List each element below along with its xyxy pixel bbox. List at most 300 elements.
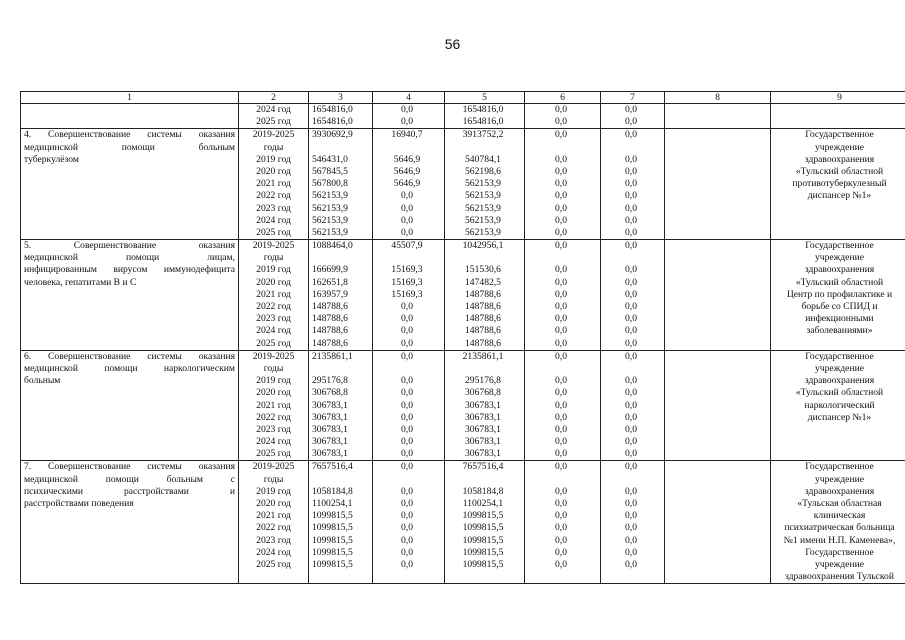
local-value: 0,0 [555,313,567,325]
federal-value: 15169,3 [391,264,423,276]
year-value: 2019-2025 [252,461,295,473]
local-value: 0,0 [555,337,567,349]
activity-name-cell [21,350,239,461]
local-value: 0,0 [555,534,567,546]
year-value: 2020 год [256,387,291,399]
organization-line: Государственное [805,350,874,362]
column-number: 6 [525,92,601,104]
total-value: 1088464,0 [312,240,353,252]
year-value: 2021 год [256,399,291,411]
local-value: 0,0 [555,510,567,522]
total-value: 166699,9 [312,264,348,276]
organization-line: инфекционными [805,313,874,325]
extrabudget-value: 0,0 [625,337,637,349]
federal-value: 5646,9 [393,165,421,177]
organization-line: психиатрическая больница [784,522,895,534]
regional-cell [445,461,525,584]
total-value: 306783,1 [312,436,348,448]
regional-value: 306783,1 [465,411,501,423]
local-cell [525,461,601,584]
organization-line: учреждение [815,473,864,485]
local-value: 0,0 [555,288,567,300]
local-value: 0,0 [555,325,567,337]
extrabudget-value: 0,0 [625,240,637,252]
organization-line: Центр по профилактике и [786,288,893,300]
regional-cell [445,350,525,461]
organization-line: №1 имени Н.П. Каменева», [783,534,896,546]
year-value: 2021 год [256,288,291,300]
extrabudget-value: 0,0 [625,448,637,460]
activity-name-line: 6. Совершенствование системы оказания [24,350,235,362]
regional-value: 151530,6 [465,264,501,276]
total-value [312,142,369,154]
extrabudget-value: 0,0 [625,190,637,202]
regional-value: 148788,6 [465,325,501,337]
year-value: 2024 год [256,214,291,226]
extrabudget-value: 0,0 [625,423,637,435]
year-cell [239,350,309,461]
regional-value [445,142,521,154]
column-number-row [21,92,905,104]
federal-cell [373,129,445,240]
year-value: 2022 год [256,411,291,423]
regional-value [445,474,521,486]
total-cell [309,350,373,461]
total-value [312,252,369,264]
regional-value: 147482,5 [465,276,501,288]
year-value: 2025 год [256,116,291,128]
extrabudget-value: 0,0 [625,522,637,534]
column-8-cell [665,350,771,461]
activity-name-line: инфицированным вирусом иммунодефицита [24,264,235,276]
activity-name-cell [21,129,239,240]
organization-line: наркологический [804,399,875,411]
federal-value: 0,0 [401,226,413,238]
year-value: 2019-2025 [252,240,295,252]
extrabudget-value: 0,0 [625,325,637,337]
column-number: 4 [373,92,445,104]
local-value: 0,0 [555,498,567,509]
federal-value: 0,0 [401,436,413,448]
organization-line: учреждение [815,141,864,153]
column-8-cell [665,104,771,129]
activity-name-line: 4. Совершенствование системы оказания [24,129,235,141]
extrabudget-cell [601,104,665,129]
organization-line: учреждение [815,252,864,264]
column-number: 9 [771,92,905,104]
total-value: 562153,9 [312,226,348,238]
local-value: 0,0 [555,264,567,276]
federal-value: 0,0 [401,375,413,387]
regional-value: 306768,8 [465,387,501,399]
column-number: 8 [665,92,771,104]
total-value: 295176,8 [312,375,348,387]
page-number: 56 [444,36,461,52]
activity-name-line: медицинской помощи больным с [24,473,235,485]
year-value: 2024 год [256,436,291,448]
extrabudget-value: 0,0 [625,301,637,312]
extrabudget-value: 0,0 [625,461,637,473]
total-cell [309,104,373,129]
total-value: 562153,9 [312,214,348,226]
extrabudget-cell [601,240,665,351]
total-value: 148788,6 [312,325,348,337]
total-value: 1058184,8 [312,485,353,497]
local-cell [525,129,601,240]
year-value: 2022 год [256,522,291,534]
federal-value: 0,0 [401,485,413,497]
total-value: 306783,1 [312,399,348,411]
organization-line: противотуберкулезный [792,178,887,190]
activity-name-line: медицинской помощи наркологическим [24,362,235,374]
local-value: 0,0 [555,522,567,534]
total-value: 148788,6 [312,313,348,325]
federal-value: 0,0 [401,498,413,509]
year-value: 2024 год [256,104,291,115]
activity-name-line: человека, гепатитами В и С [24,276,137,288]
extrabudget-value: 0,0 [625,129,637,141]
extrabudget-value: 0,0 [625,546,637,558]
activity-name-cell [21,240,239,351]
local-value: 0,0 [555,436,567,448]
local-value: 0,0 [555,153,567,165]
program-section-row [21,461,905,584]
federal-value: 0,0 [401,448,413,460]
federal-value: 0,0 [401,325,413,337]
regional-value: 562198,6 [465,165,501,177]
local-value: 0,0 [555,558,567,570]
federal-value: 0,0 [401,116,413,128]
local-value: 0,0 [555,214,567,226]
federal-value [373,142,441,154]
federal-value [373,363,441,375]
total-value: 148788,6 [312,337,348,349]
total-value: 1099815,5 [312,534,353,546]
extrabudget-value: 0,0 [625,375,637,387]
extrabudget-value: 0,0 [625,399,637,411]
year-value: 2023 год [256,534,291,546]
year-value: 2024 год [256,546,291,558]
total-value: 1099815,5 [312,510,353,522]
federal-value: 0,0 [401,313,413,325]
column-number: 1 [21,92,239,104]
organization-line: здравоохранения [804,375,875,387]
federal-value: 45507,9 [391,240,423,252]
federal-value: 0,0 [401,214,413,226]
federal-value [373,252,441,264]
local-value: 0,0 [555,116,567,128]
regional-value: 1099815,5 [462,534,504,546]
extrabudget-value: 0,0 [625,558,637,570]
year-value: 2025 год [256,558,291,570]
year-value: 2019 год [256,264,291,276]
federal-value: 0,0 [401,301,413,312]
extrabudget-value: 0,0 [625,534,637,546]
extrabudget-value [601,363,661,375]
organization-cell [771,129,905,240]
total-value: 567800,8 [312,178,348,190]
federal-value: 0,0 [401,202,413,214]
local-value: 0,0 [555,485,567,497]
year-value: 2021 год [256,510,291,522]
local-cell [525,240,601,351]
organization-cell [771,461,905,584]
organization-line: заболеваниями» [806,325,873,337]
year-value: годы [263,252,284,264]
program-section-row [21,129,905,240]
extrabudget-value: 0,0 [625,387,637,399]
extrabudget-value: 0,0 [625,178,637,190]
program-section-row [21,240,905,351]
federal-budget-cell [373,104,445,129]
total-value: 7657516,4 [312,461,353,473]
regional-value: 1654816,0 [462,116,504,128]
regional-value: 1099815,5 [462,522,504,534]
federal-value: 0,0 [401,337,413,349]
local-value: 0,0 [555,375,567,387]
extrabudget-cell [601,461,665,584]
total-value: 567845,5 [312,165,348,177]
year-value: 2025 год [256,226,291,238]
extrabudget-value: 0,0 [625,313,637,325]
year-value: 2019 год [256,375,291,387]
regional-value: 562153,9 [465,190,501,202]
federal-value: 0,0 [401,461,413,473]
federal-value: 0,0 [401,190,413,202]
total-value: 148788,6 [312,301,348,312]
regional-value: 295176,8 [465,375,501,387]
organization-cell [771,350,905,461]
activity-name-line: 5. Совершенствование оказания [24,240,235,252]
extrabudget-value: 0,0 [625,264,637,276]
regional-value: 7657516,4 [462,461,504,473]
local-value [525,252,597,264]
organization-line: здравоохранения [804,485,875,497]
activity-name-line: медицинской помощи больным [24,141,235,153]
federal-cell [373,461,445,584]
extrabudget-value: 0,0 [625,436,637,448]
organization-cell [771,240,905,351]
activity-name-cell [21,461,239,584]
organization-line: учреждение [815,362,864,374]
regional-value: 1058184,8 [462,485,504,497]
year-value: 2025 год [256,337,291,349]
activity-name-line: туберкулёзом [24,153,79,165]
regional-value: 306783,1 [465,423,501,435]
year-value: годы [263,141,284,153]
extrabudget-value: 0,0 [625,153,637,165]
extrabudget-value [601,142,661,154]
organization-line: диспансер №1» [807,190,872,202]
organization-line: борьбе со СПИД и [801,301,878,312]
organization-line: здравоохранения [804,153,875,165]
year-value: годы [263,473,284,485]
total-value: 2135861,1 [312,350,353,362]
year-value: 2023 год [256,423,291,435]
activity-name-line: больным [24,375,61,387]
column-number: 2 [239,92,309,104]
local-value: 0,0 [555,104,567,115]
total-value: 163957,9 [312,288,348,300]
program-funding-table [20,91,905,584]
total-value [312,363,369,375]
regional-value: 1099815,5 [462,558,504,570]
total-value: 306768,8 [312,387,348,399]
year-value: 2025 год [256,448,291,460]
year-cell [239,240,309,351]
regional-cell [445,129,525,240]
year-value: 2023 год [256,202,291,214]
organization-line: здравоохранения [804,264,875,276]
extrabudget-value [601,252,661,264]
local-value: 0,0 [555,129,567,141]
total-value: 1099815,5 [312,558,353,570]
federal-value: 0,0 [401,522,413,534]
regional-budget-cell [445,104,525,129]
organization-line: Государственное [805,240,874,252]
local-budget-cell [525,104,601,129]
year-value: 2021 год [256,178,291,190]
regional-value: 148788,6 [465,288,501,300]
year-value: 2020 год [256,165,291,177]
local-value: 0,0 [555,178,567,190]
federal-value: 0,0 [401,423,413,435]
year-value: 2020 год [256,276,291,288]
local-value: 0,0 [555,461,567,473]
regional-value: 1042956,1 [462,240,504,252]
total-cell [309,240,373,351]
year-value: годы [263,362,284,374]
regional-value: 306783,1 [465,436,501,448]
column-number: 7 [601,92,665,104]
activity-name-cell [21,104,239,129]
federal-value [373,474,441,486]
extrabudget-value: 0,0 [625,350,637,362]
regional-value: 148788,6 [465,301,501,312]
federal-value: 5646,9 [393,153,421,165]
federal-value: 5646,9 [393,178,421,190]
federal-value: 0,0 [401,387,413,399]
organization-line: клиническая [813,510,866,522]
federal-value: 0,0 [401,534,413,546]
extrabudget-value: 0,0 [625,276,637,288]
regional-value: 1654816,0 [462,104,504,115]
column-8-cell [665,240,771,351]
federal-value: 0,0 [401,411,413,423]
total-value: 1099815,5 [312,522,353,534]
regional-value: 1099815,5 [462,546,504,558]
regional-value: 148788,6 [465,337,501,349]
extrabudget-value: 0,0 [625,116,637,128]
local-value: 0,0 [555,411,567,423]
federal-value: 15169,3 [391,276,423,288]
regional-value: 3913752,2 [462,129,504,141]
year-value: 2024 год [256,325,291,337]
regional-value [445,363,521,375]
regional-value: 562153,9 [465,202,501,214]
regional-value: 306783,1 [465,399,501,411]
organization-line: Государственное [805,546,874,558]
total-cell [309,129,373,240]
organization-cell [771,104,905,129]
organization-line: «Тульский областной [795,387,884,399]
activity-name-line: психическими расстройствами и [24,485,235,497]
extrabudget-value: 0,0 [625,214,637,226]
regional-value: 1100254,1 [462,498,504,509]
regional-cell [445,240,525,351]
total-value: 3930692,9 [312,129,353,141]
federal-value: 16940,7 [391,129,423,141]
total-value: 306783,1 [312,448,348,460]
extrabudget-value: 0,0 [625,411,637,423]
organization-line: здравоохранения Тульской [785,571,894,583]
total-value: 306783,1 [312,423,348,435]
year-value: 2022 год [256,301,291,312]
extrabudget-value: 0,0 [625,104,637,115]
federal-cell [373,240,445,351]
extrabudget-value: 0,0 [625,226,637,238]
federal-cell [373,350,445,461]
year-value: 2019-2025 [252,350,295,362]
local-value: 0,0 [555,448,567,460]
column-number: 3 [309,92,373,104]
extrabudget-value: 0,0 [625,498,637,509]
organization-line: учреждение [815,558,864,570]
regional-value: 148788,6 [465,313,501,325]
federal-value: 15169,3 [391,288,423,300]
federal-value: 0,0 [401,350,413,362]
year-value: 2020 год [256,498,291,509]
local-value: 0,0 [555,240,567,252]
regional-value [445,252,521,264]
local-value [525,474,597,486]
extrabudget-value: 0,0 [625,485,637,497]
local-value [525,363,597,375]
total-value: 562153,9 [312,190,348,202]
local-value [525,142,597,154]
local-value: 0,0 [555,546,567,558]
continuation-row [21,104,905,129]
year-value: 2019 год [256,485,291,497]
total-value [312,474,369,486]
extrabudget-value: 0,0 [625,202,637,214]
total-value: 1100254,1 [312,498,353,509]
extrabudget-value: 0,0 [625,165,637,177]
year-value: 2023 год [256,313,291,325]
extrabudget-cell [601,129,665,240]
federal-value: 0,0 [401,510,413,522]
local-value: 0,0 [555,165,567,177]
local-value: 0,0 [555,399,567,411]
regional-value: 562153,9 [465,214,501,226]
activity-name-line: медицинской помощи лицам, [24,252,235,264]
total-value: 1654816,0 [312,104,353,115]
year-value: 2022 год [256,190,291,202]
local-value: 0,0 [555,301,567,312]
local-value: 0,0 [555,423,567,435]
total-value: 162651,8 [312,276,348,288]
column-8-cell [665,129,771,240]
federal-value: 0,0 [401,104,413,115]
federal-value: 0,0 [401,558,413,570]
year-value: 2019 год [256,153,291,165]
regional-value: 562153,9 [465,178,501,190]
federal-value: 0,0 [401,399,413,411]
local-value: 0,0 [555,226,567,238]
organization-line: Государственное [805,129,874,141]
extrabudget-value [601,474,661,486]
total-value: 546431,0 [312,153,348,165]
